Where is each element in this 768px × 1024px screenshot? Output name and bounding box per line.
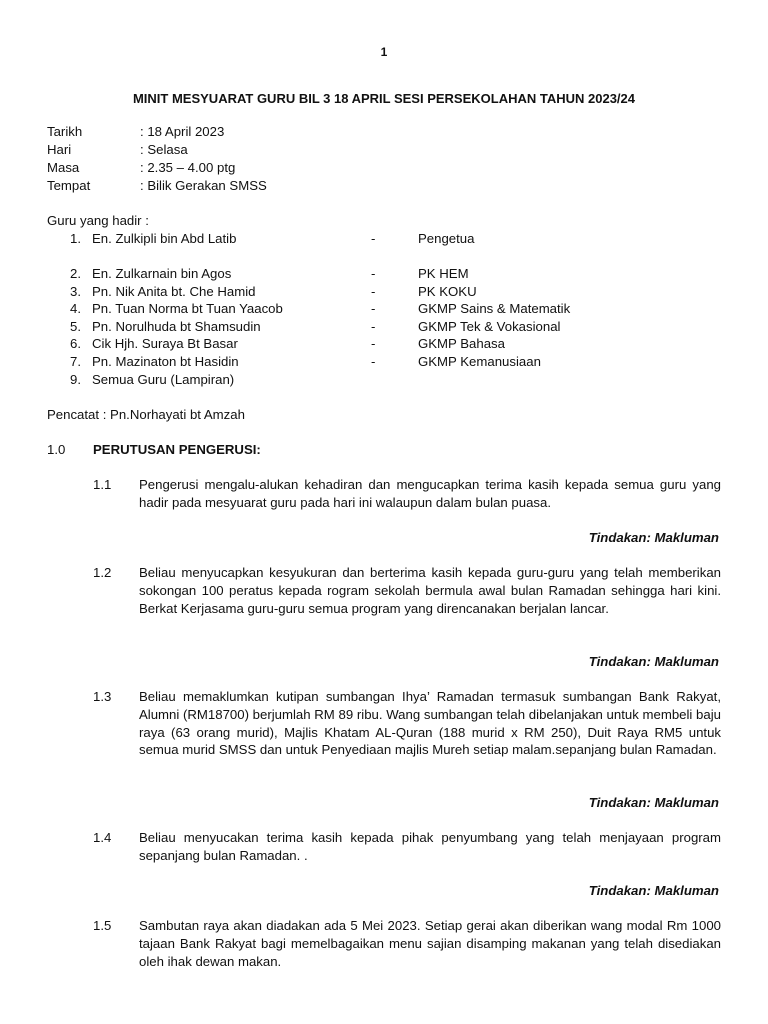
member-name: En. Zulkipli bin Abd Latib [92, 231, 237, 246]
action-label: Tindakan: Makluman [588, 795, 719, 810]
page-number: 1 [380, 45, 388, 59]
member-number: 9. [70, 372, 81, 387]
member-role: PK HEM [418, 266, 469, 281]
member-name: Pn. Norulhuda bt Shamsudin [92, 319, 261, 334]
member-name: En. Zulkarnain bin Agos [92, 266, 232, 281]
day-label: Hari [47, 142, 72, 157]
action-label: Tindakan: Makluman [588, 883, 719, 898]
action-label: Tindakan: Makluman [588, 530, 719, 545]
member-number: 7. [70, 354, 81, 369]
item-number: 1.3 [93, 689, 112, 704]
member-dash: - [371, 231, 376, 246]
member-number: 3. [70, 284, 81, 299]
member-role: Pengetua [418, 231, 475, 246]
document-title: MINIT MESYUARAT GURU BIL 3 18 APRIL SESI PERSEKOLAHAN TAHUN 2023/24 [132, 91, 636, 106]
member-role: GKMP Sains & Matematik [418, 301, 571, 316]
day-value: : Selasa [140, 142, 188, 157]
section-number: 1.0 [47, 442, 66, 457]
date-value: : 18 April 2023 [140, 124, 225, 139]
time-value: : 2.35 – 4.00 ptg [140, 160, 236, 175]
member-role: GKMP Kemanusiaan [418, 354, 541, 369]
member-name: Semua Guru (Lampiran) [92, 372, 235, 387]
member-dash: - [371, 284, 376, 299]
member-dash: - [371, 301, 376, 316]
item-text: Beliau menyucakan terima kasih kepada pihak penyumbang yang telah menjayaan program sepanjang bulan Ramadan. . [139, 830, 721, 863]
recorder: Pencatat : Pn.Norhayati bt Amzah [47, 407, 245, 422]
member-number: 5. [70, 319, 81, 334]
member-number: 4. [70, 301, 81, 316]
section-title: PERUTUSAN PENGERUSI: [93, 442, 261, 457]
item-text: Sambutan raya akan diadakan ada 5 Mei 2023. Setiap gerai akan diberikan wang modal Rm 1000 tajaan Bank Rakyat bagi memelbagaikan menu sajian disamping makanan yang telah disediakan oleh ihak dewan makan. [139, 918, 721, 969]
member-number: 6. [70, 336, 81, 351]
member-dash: - [371, 354, 376, 369]
place-value: : Bilik Gerakan SMSS [140, 178, 267, 193]
item-number: 1.4 [93, 830, 112, 845]
member-number: 2. [70, 266, 81, 281]
member-role: GKMP Tek & Vokasional [418, 319, 561, 334]
member-dash: - [371, 266, 376, 281]
date-label: Tarikh [47, 124, 83, 139]
attendance-heading: Guru yang hadir : [47, 213, 149, 228]
time-label: Masa [47, 160, 80, 175]
member-role: PK KOKU [418, 284, 477, 299]
item-number: 1.5 [93, 918, 112, 933]
item-text: Beliau menyucapkan kesyukuran dan berterima kasih kepada guru-guru yang telah memberikan sokongan 100 peratus kepada rogram sekolah bermula awal bulan Ramadan sehingga hari kini. Berkat Kerjasama guru-guru semua program yang direncanakan berjalan lancar. [139, 565, 721, 616]
action-label: Tindakan: Makluman [588, 654, 719, 669]
member-dash: - [371, 319, 376, 334]
member-name: Pn. Nik Anita bt. Che Hamid [92, 284, 256, 299]
item-number: 1.1 [93, 477, 112, 492]
member-role: GKMP Bahasa [418, 336, 505, 351]
member-name: Cik Hjh. Suraya Bt Basar [92, 336, 238, 351]
member-number: 1. [70, 231, 81, 246]
member-dash: - [371, 336, 376, 351]
item-text: Beliau memaklumkan kutipan sumbangan Ihya’ Ramadan termasuk sumbangan Bank Rakyat, Alumni (RM18700) berjumlah RM 89 ribu. Wang sumbangan telah dibelanjakan untuk membeli baju raya (63 orang murid), Majlis Khatam AL-Quran (188 murid x RM 250), Duit Raya RM5 untuk semua murid SMSS dan untuk Penyediaan majlis Mureh setiap malam.sepanjang bulan Ramadan. [139, 689, 721, 758]
member-name: Pn. Tuan Norma bt Tuan Yaacob [92, 301, 283, 316]
member-name: Pn. Mazinaton bt Hasidin [92, 354, 239, 369]
place-label: Tempat [47, 178, 91, 193]
item-text: Pengerusi mengalu-alukan kehadiran dan mengucapkan terima kasih kepada semua guru yang hadir pada mesyuarat guru pada hari ini walaupun dalam bulan puasa. [139, 477, 721, 510]
item-number: 1.2 [93, 565, 112, 580]
